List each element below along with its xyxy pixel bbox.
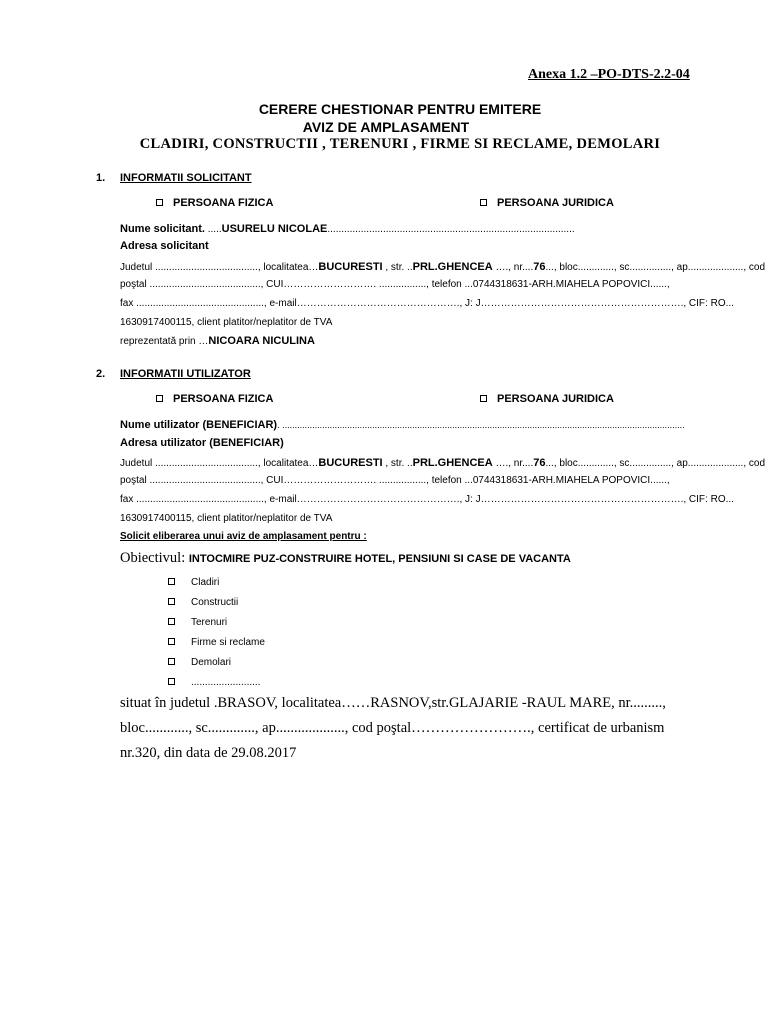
objective-item-firme[interactable]	[168, 637, 265, 648]
option-label: PERSOANA JURIDICA	[497, 393, 614, 405]
number-value: 76	[533, 457, 546, 469]
objective-item-demolari[interactable]	[168, 657, 231, 668]
checkbox-icon[interactable]	[168, 658, 175, 665]
section1-title: INFORMATII SOLICITANT	[120, 172, 252, 184]
address-text: Judetul ....................................., localitatea…	[120, 458, 319, 469]
nume-value: USURELU NICOLAE	[221, 223, 328, 235]
location-line-3: nr.320, din data de 29.08.2017	[120, 745, 297, 761]
address-text: ..., bloc............., sc..............., ap...................., cod	[545, 262, 766, 273]
objective-line	[120, 549, 571, 567]
title-line-2: AVIZ DE AMPLASAMENT	[302, 119, 470, 135]
item-label: Firme si reclame	[191, 637, 265, 648]
item-label: Demolari	[191, 657, 232, 668]
section1-representative-line	[120, 335, 315, 347]
section2-address-line-2: poştal ........................................, CUI………………………. ................., telefon ...0744318631-ARH.MIAHELA POPOVICI......,	[120, 475, 670, 486]
objective-item-cladiri[interactable]	[168, 577, 219, 588]
checkbox-icon[interactable]	[480, 395, 487, 402]
city-value: BUCURESTI	[318, 457, 383, 469]
address-text: Judetul ....................................., localitatea…	[120, 262, 319, 273]
request-label: Solicit eliberarea unui aviz de amplasament pentru :	[120, 531, 367, 542]
item-label: .........................	[191, 677, 261, 688]
section1-address-line-1	[120, 261, 765, 273]
annex-reference: Anexa 1.2 –PO-DTS-2.2-04	[528, 67, 690, 82]
rep-label: reprezentată prin …	[120, 336, 209, 347]
section1-adresa-label: Adresa solicitant	[120, 240, 209, 252]
number-value: 76	[533, 261, 546, 273]
nume-prefix: .....	[204, 224, 222, 235]
address-text: , str. ..	[382, 458, 413, 469]
section2-address-line-4: 1630917400115, client platitor/neplatitor de TVA	[120, 513, 333, 524]
section2-title: INFORMATII UTILIZATOR	[120, 368, 251, 380]
section1-option-fizica[interactable]	[156, 197, 273, 209]
checkbox-icon[interactable]	[168, 638, 175, 645]
section2-option-juridica[interactable]	[480, 393, 614, 405]
location-line-1: situat în judetul .BRASOV, localitatea……RASNOV,str.GLAJARIE -RAUL MARE, nr.........,	[120, 695, 666, 711]
objective-item-terenuri[interactable]	[168, 617, 227, 628]
option-label: PERSOANA JURIDICA	[497, 197, 614, 209]
address-text: ..., bloc............., sc..............., ap...................., cod	[545, 458, 766, 469]
section1-address-line-4: 1630917400115, client platitor/neplatitor de TVA	[120, 317, 333, 328]
section1-address-line-2: poştal ........................................, CUI………………………. ................., telefon ...0744318631-ARH.MIAHELA POPOVICI......,	[120, 279, 670, 290]
item-label: Cladiri	[191, 577, 220, 588]
item-label: Terenuri	[191, 617, 228, 628]
section1-number: 1.	[96, 172, 106, 184]
checkbox-icon[interactable]	[156, 199, 163, 206]
objective-item-other[interactable]	[168, 677, 260, 688]
street-value: PRL.GHENCEA	[412, 261, 493, 273]
checkbox-icon[interactable]	[168, 578, 175, 585]
checkbox-icon[interactable]	[156, 395, 163, 402]
address-text: , str. ..	[382, 262, 413, 273]
objective-item-constructii[interactable]	[168, 597, 238, 608]
location-line-2: bloc............, sc............., ap..................., cod poştal……………………., certificat de urbanism	[120, 720, 665, 736]
address-text: …., nr....	[492, 262, 534, 273]
section1-option-juridica[interactable]	[480, 197, 614, 209]
street-value: PRL.GHENCEA	[412, 457, 493, 469]
title-line-3: CLADIRI, CONSTRUCTII , TERENURI , FIRME SI RECLAME, DEMOLARI	[139, 136, 661, 152]
option-label: PERSOANA FIZICA	[173, 393, 274, 405]
section2-address-line-1	[120, 457, 765, 469]
section2-option-fizica[interactable]	[156, 393, 273, 405]
objective-label: Obiectivul:	[120, 550, 189, 566]
rep-value: NICOARA NICULINA	[208, 335, 315, 347]
nume-dots: .........................................................................................	[327, 224, 575, 235]
option-label: PERSOANA FIZICA	[173, 197, 274, 209]
checkbox-icon[interactable]	[168, 598, 175, 605]
nume-label: Nume utilizator (BENEFICIAR)	[120, 419, 278, 431]
title-line-1: CERERE CHESTIONAR PENTRU EMITERE	[258, 101, 542, 117]
checkbox-icon[interactable]	[168, 678, 175, 685]
section2-number: 2.	[96, 368, 106, 380]
nume-label: Nume solicitant.	[120, 223, 205, 235]
checkbox-icon[interactable]	[168, 618, 175, 625]
section2-address-line-3: fax .............................................., e-mail…………………………………………., J: J……………………………………………………., CIF: RO...	[120, 494, 734, 505]
section1-address-line-3: fax .............................................., e-mail…………………………………………., J: J……………………………………………………., CIF: RO...	[120, 298, 734, 309]
checkbox-icon[interactable]	[480, 199, 487, 206]
item-label: Constructii	[191, 597, 239, 608]
city-value: BUCURESTI	[318, 261, 383, 273]
section2-nume-line	[120, 419, 685, 431]
section1-nume-line	[120, 223, 575, 235]
address-text: …., nr....	[492, 458, 534, 469]
section2-adresa-label: Adresa utilizator (BENEFICIAR)	[120, 437, 284, 449]
nume-dots: . .................................................................................................................................................................	[277, 420, 685, 430]
objective-value: INTOCMIRE PUZ-CONSTRUIRE HOTEL, PENSIUNI SI CASE DE VACANTA	[188, 553, 571, 565]
